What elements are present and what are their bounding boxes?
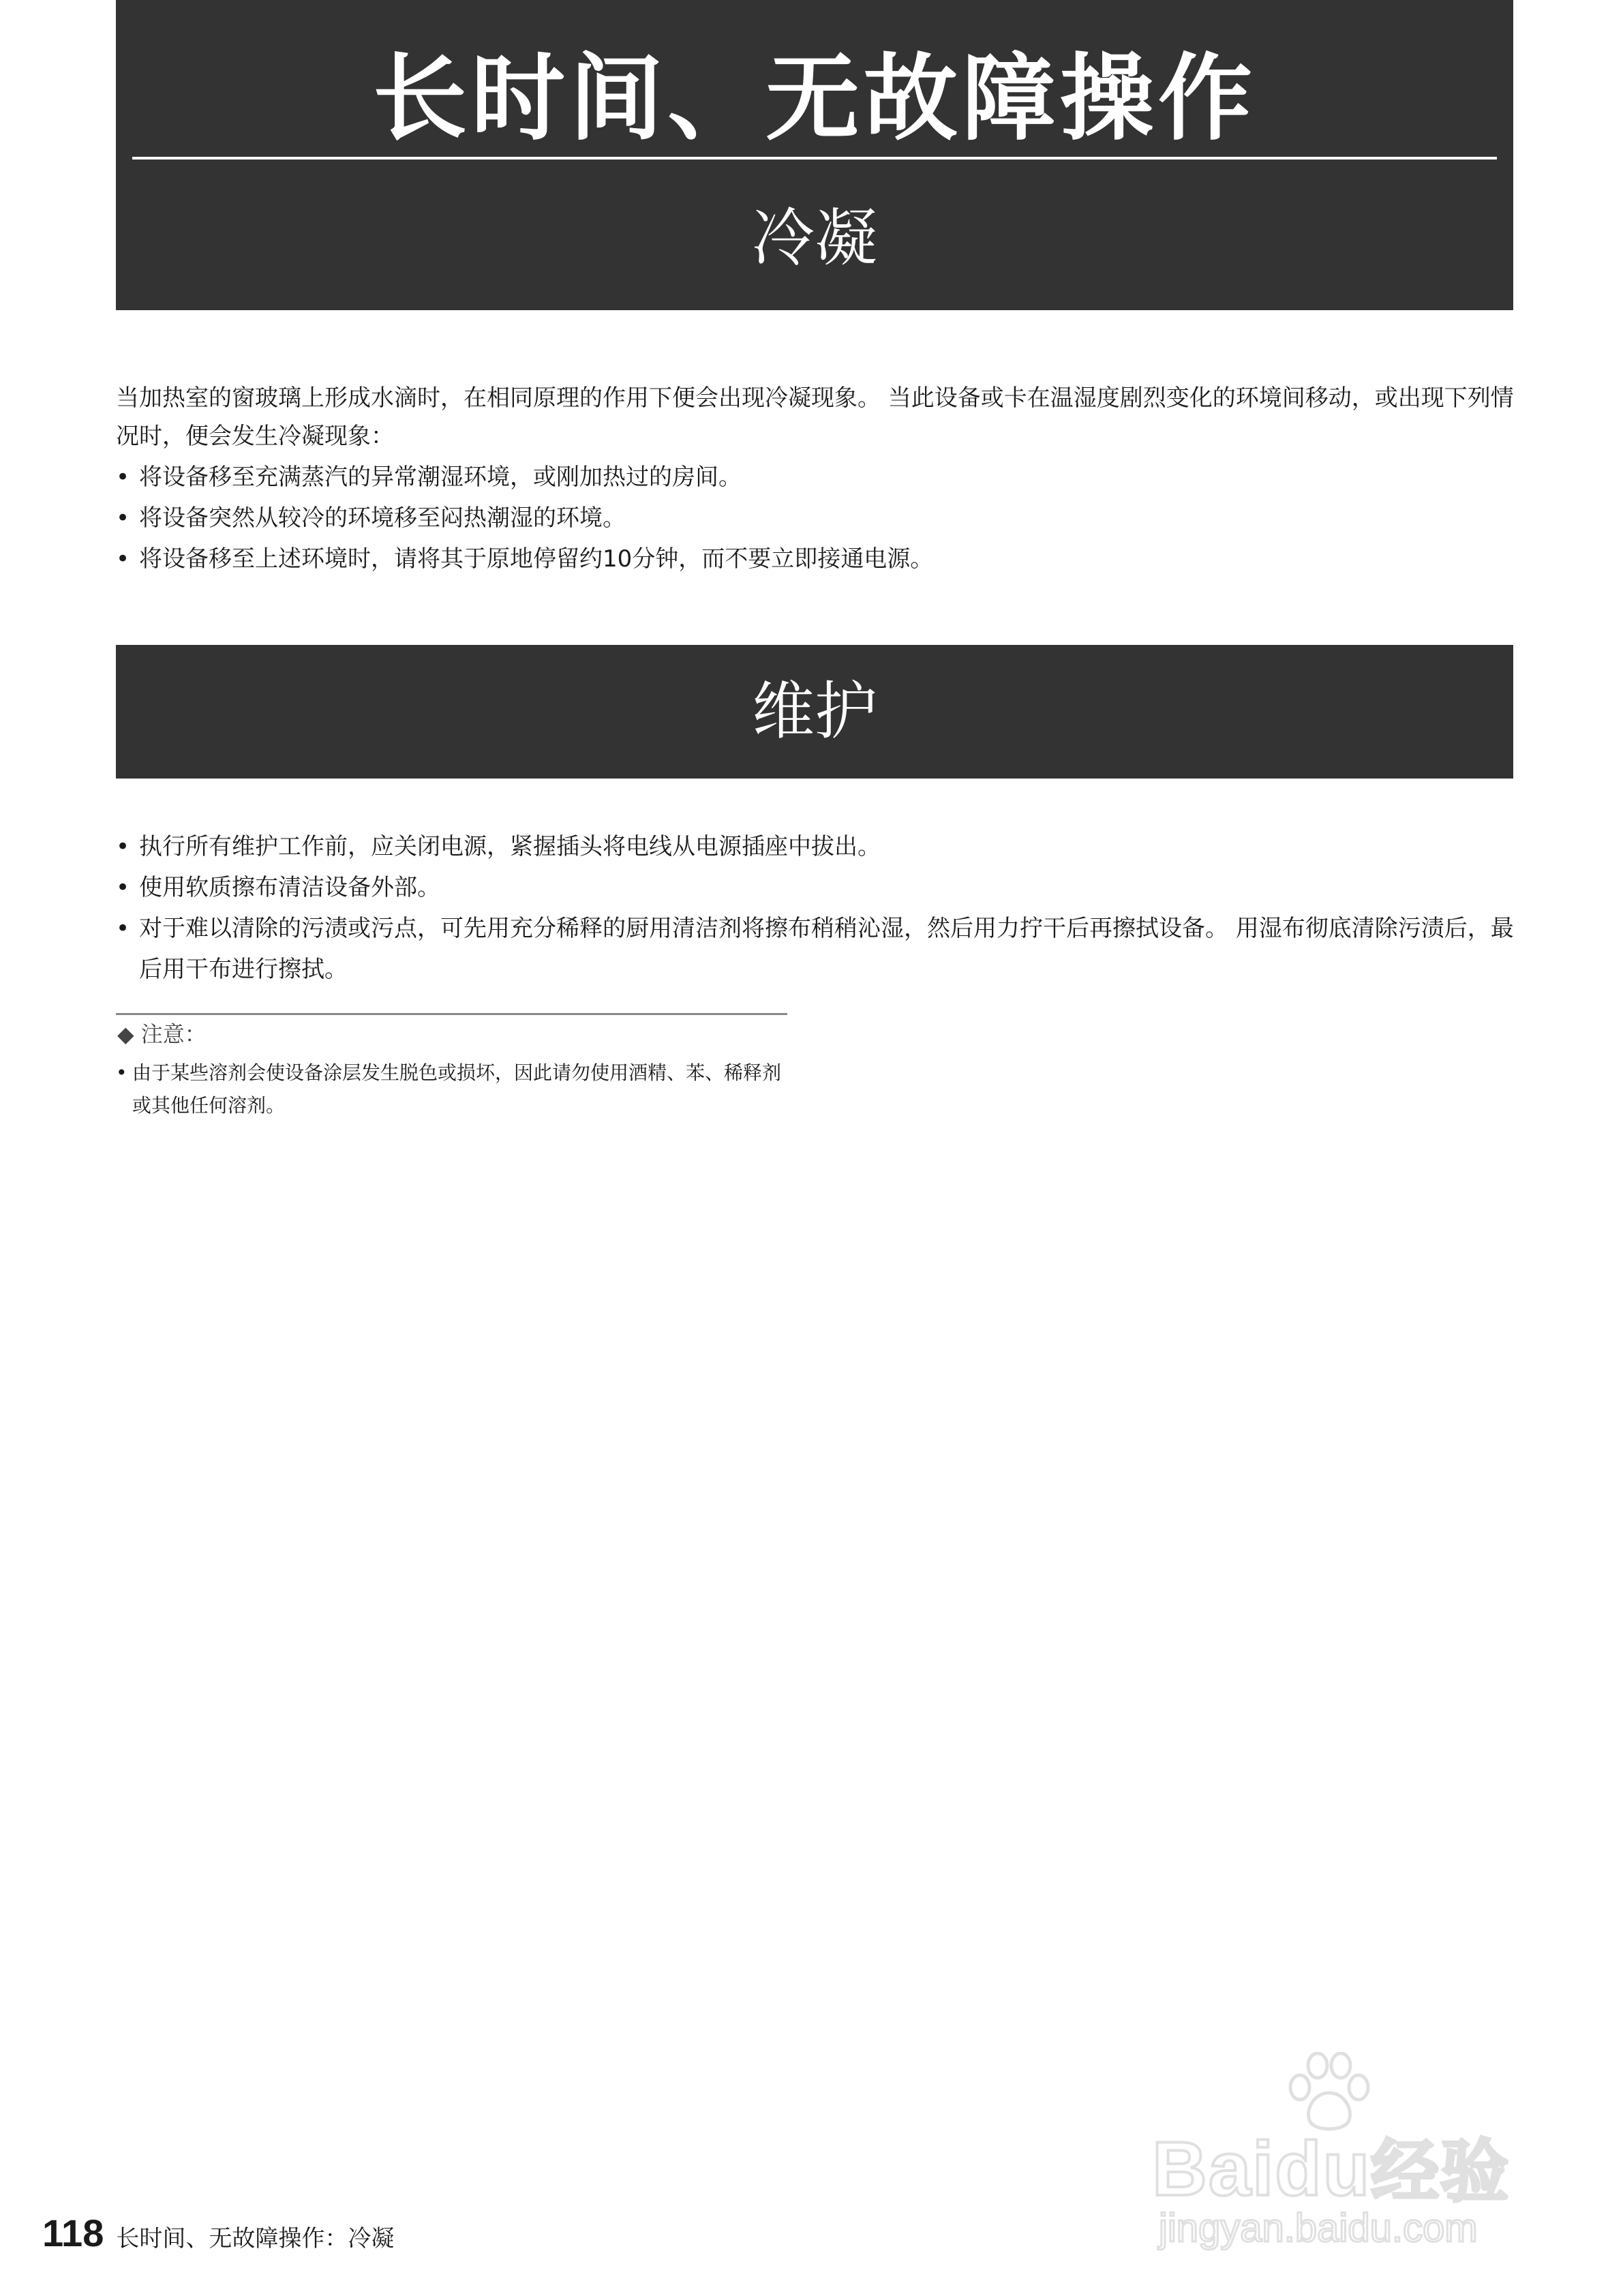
- list-item: • 由于某些溶剂会使设备涂层发生脱色或损坏，因此请勿使用酒精、苯、稀释剂或其他任何溶剂。: [116, 1057, 787, 1122]
- note-heading: ◆ 注意：: [117, 1021, 207, 1047]
- bullet-icon: •: [116, 464, 130, 491]
- bullet-icon: •: [116, 545, 130, 573]
- list-item: • 将设备移至充满蒸汽的异常潮湿环境，或刚加热过的房间。: [116, 457, 1517, 498]
- section-title-maintenance: 维护: [116, 645, 1513, 779]
- list-item: • 执行所有维护工作前，应关闭电源，紧握插头将电线从电源插座中拔出。: [116, 826, 1517, 867]
- bullet-icon: •: [116, 833, 130, 860]
- condensation-intro: 当加热室的窗玻璃上形成水滴时，在相同原理的作用下便会出现冷凝现象。 当此设备或卡在温湿度剧烈变化的环境间移动，或出现下列情况时，便会发生冷凝现象：: [116, 384, 1514, 450]
- watermark-brand: Baidu经验: [1152, 2126, 1511, 2211]
- title-divider: [132, 157, 1497, 160]
- list-item: • 将设备移至上述环境时，请将其于原地停留约10分钟，而不要立即接通电源。: [116, 539, 1517, 579]
- bullet-icon: •: [116, 915, 130, 942]
- header-banner: [116, 0, 1513, 310]
- page-footer: [42, 2211, 394, 2265]
- watermark-url: jingyan.baidu.com: [1159, 2206, 1478, 2250]
- bullet-icon: •: [116, 874, 130, 901]
- note-divider: [116, 1013, 787, 1015]
- list-item: • 将设备突然从较冷的环境移至闷热潮湿的环境。: [116, 498, 1517, 539]
- condensation-list: [116, 457, 1517, 579]
- page-number: 118: [42, 2211, 104, 2254]
- footer-section-label: 长时间、无故障操作：冷凝: [116, 2225, 395, 2252]
- baidu-jingyan-watermark: [1145, 2052, 1527, 2256]
- bullet-icon: •: [116, 1061, 127, 1084]
- bullet-icon: •: [116, 504, 130, 532]
- note-list: [116, 1057, 787, 1122]
- list-item: • 使用软质擦布清洁设备外部。: [116, 867, 1517, 908]
- page-title: 长时间、无故障操作: [372, 44, 1256, 153]
- section-title-condensation: 冷凝: [751, 202, 877, 275]
- list-item: • 对于难以清除的污渍或污点，可先用充分稀释的厨用清洁剂将擦布稍稍沁湿，然后用力拧干后再擦拭设备。 用湿布彻底清除污渍后，最后用干布进行擦拭。: [116, 908, 1517, 990]
- maintenance-list: [116, 826, 1517, 990]
